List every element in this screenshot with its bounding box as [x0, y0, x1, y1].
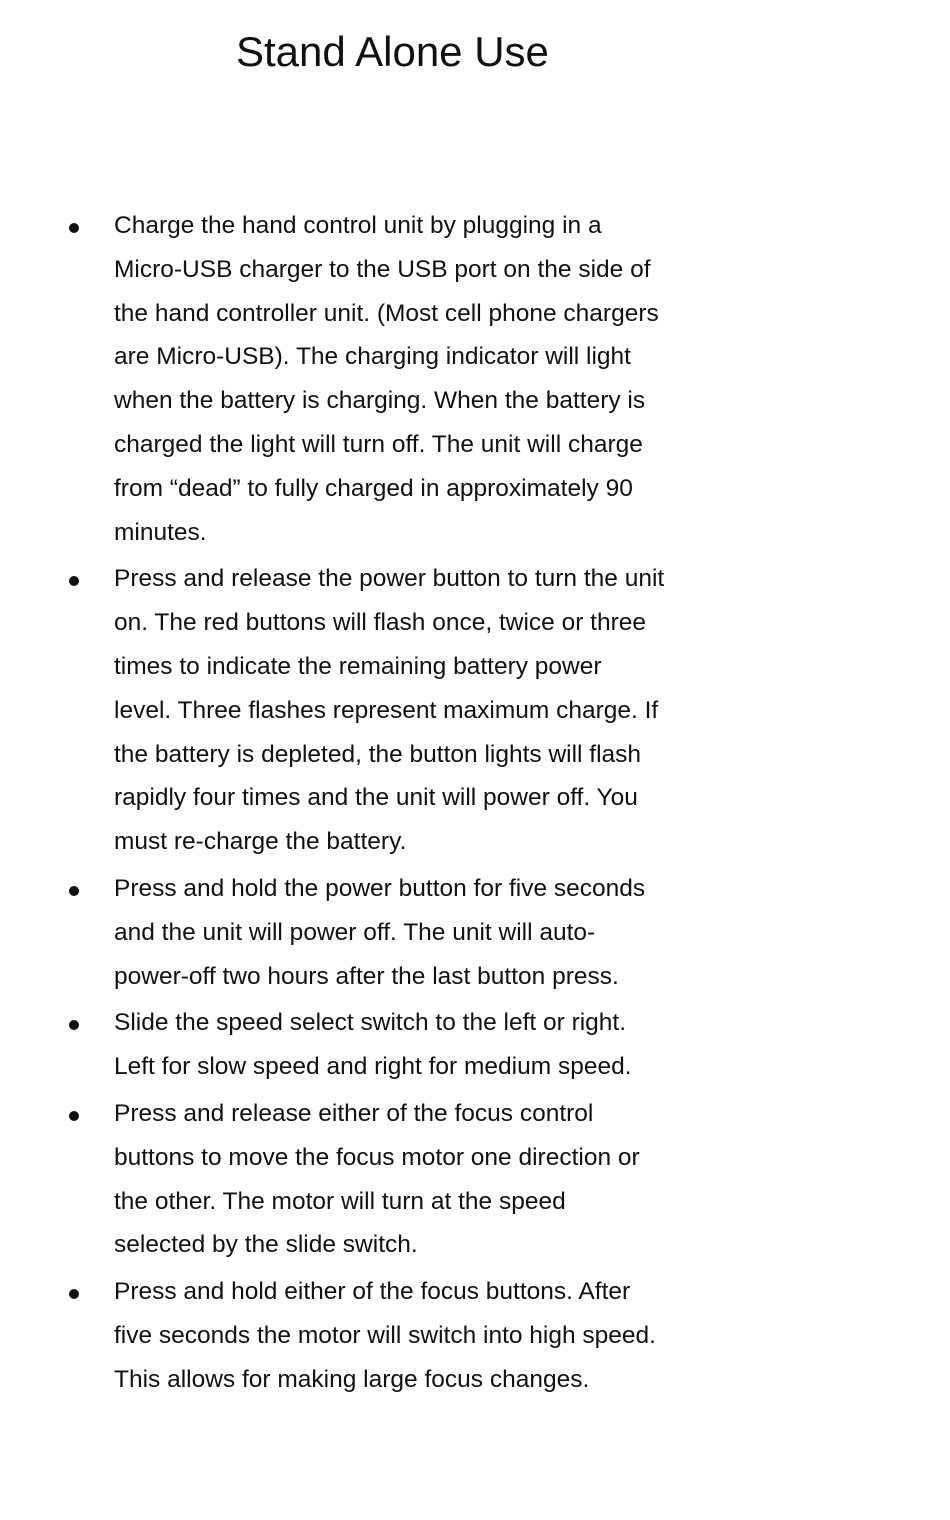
bullet-icon: [69, 576, 79, 586]
list-item: [0, 1001, 794, 1089]
list-item-text: Press and release the power button to turn the unit on. The red buttons will flash once, twice or three times to indicate the remaining battery power level. Three flashes represent maximum charge. If the battery is depleted, the button lights will flash rapidly four times and the unit will power off. You must re-charge the battery.: [114, 565, 665, 856]
list-item: [0, 204, 794, 554]
list-item: [0, 1270, 794, 1401]
list-item-text: Slide the speed select switch to the left or right. Left for slow speed and right for medium speed.: [114, 1009, 632, 1081]
list-item-text: Charge the hand control unit by plugging in a Micro-USB charger to the USB port on the side of the hand controller unit. (Most cell phone chargers are Micro-USB). The charging indicator will light when the battery is charging. When the battery is charged the light will turn off. The unit will charge from “dead” to fully charged in approximately 90 minutes.: [114, 212, 659, 546]
list-item-text: Press and hold the power button for five seconds and the unit will power off. The unit will auto- power-off two hours after the last button press.: [114, 874, 646, 990]
bullet-icon: [69, 223, 79, 233]
page-title: Stand Alone Use: [236, 28, 549, 75]
bullet-icon: [69, 1020, 79, 1030]
bullet-icon: [69, 1111, 79, 1121]
instruction-list: [0, 204, 794, 1405]
list-item: [0, 1092, 794, 1267]
list-item-text: Press and release either of the focus control buttons to move the focus motor one direction or the other. The motor will turn at the speed selected by the slide switch.: [114, 1099, 640, 1259]
list-item: [0, 557, 794, 864]
list-item: [0, 867, 794, 998]
bullet-icon: [69, 886, 79, 896]
list-item-text: Press and hold either of the focus buttons. After five seconds the motor will switch into high speed. This allows for making large focus changes.: [114, 1278, 656, 1393]
bullet-icon: [69, 1289, 79, 1299]
